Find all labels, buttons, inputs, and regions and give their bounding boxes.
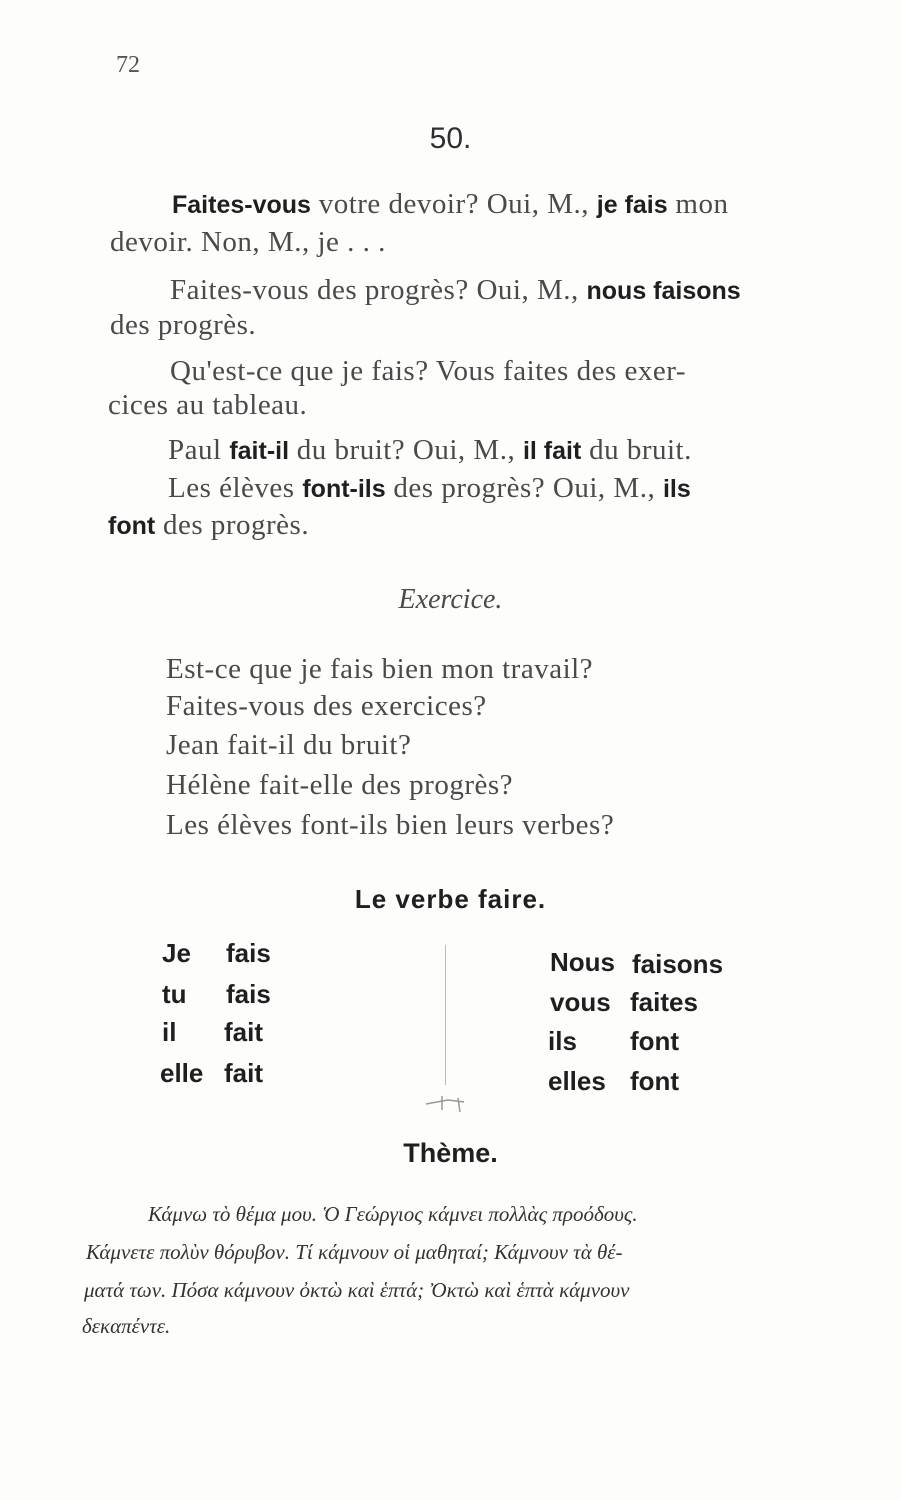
paragraph-1-line-1 xyxy=(172,187,728,222)
text-fragment: des progrès? Oui, M., xyxy=(385,472,663,504)
bold-phrase: je fais xyxy=(596,191,668,219)
plural-pronoun: vous xyxy=(550,987,611,1017)
singular-pronoun: tu xyxy=(162,979,187,1009)
text-fragment: du bruit. xyxy=(581,434,692,466)
plural-form: faisons xyxy=(632,949,724,979)
singular-form: fais xyxy=(226,979,271,1009)
plural-pronoun: elles xyxy=(548,1066,606,1096)
greek-line: δεκαπέντε. xyxy=(82,1314,171,1338)
paragraph-3-line-2: cices au tableau. xyxy=(108,389,308,421)
plural-form: font xyxy=(630,1026,680,1056)
text-fragment: votre devoir? Oui, M., xyxy=(310,188,597,220)
bold-phrase: ils xyxy=(662,475,691,503)
paragraph-3-line-1: Qu'est-ce que je fais? Vous faites des exer- xyxy=(170,355,686,387)
greek-line: Κάμνω τὸ θέμα μου. Ὁ Γεώργιος κάμνει πολλὰς προόδους. xyxy=(148,1202,638,1226)
singular-form: fais xyxy=(226,938,271,968)
plural-pronoun: Nous xyxy=(550,947,615,977)
singular-pronoun: il xyxy=(162,1017,177,1047)
paragraph-2-line-2: des progrès. xyxy=(110,309,257,341)
singular-form: fait xyxy=(224,1058,263,1088)
exercise-line: Est-ce que je fais bien mon travail? xyxy=(166,653,594,685)
bold-phrase: Faites-vous xyxy=(172,191,311,219)
column-divider xyxy=(445,945,446,1085)
text-fragment: mon xyxy=(667,188,729,220)
text-fragment: Faites-vous des progrès? Oui, M., xyxy=(170,274,587,306)
paragraph-5-line-2 xyxy=(108,508,309,543)
bold-phrase: font-ils xyxy=(302,475,386,503)
bold-phrase: nous faisons xyxy=(586,277,741,305)
verb-table-title: Le verbe faire. xyxy=(354,884,547,914)
text-fragment: Les élèves xyxy=(168,472,303,504)
singular-form: fait xyxy=(224,1017,263,1047)
bold-phrase: font xyxy=(108,512,156,540)
plural-form: font xyxy=(630,1066,680,1096)
paragraph-5-line-1 xyxy=(168,471,691,506)
text-fragment: du bruit? Oui, M., xyxy=(289,434,523,466)
exercise-line: Les élèves font-ils bien leurs verbes? xyxy=(166,809,615,841)
exercise-line: Hélène fait-elle des progrès? xyxy=(166,769,514,801)
exercise-line: Jean fait-il du bruit? xyxy=(166,729,412,761)
text-fragment: des progrès. xyxy=(155,509,310,541)
greek-line: ματά των. Πόσα κάμνουν ὀκτὼ καὶ ἑπτά; Ὀκτὼ καὶ ἑπτὰ κάμνουν xyxy=(84,1278,630,1302)
greek-line: Κάμνετε πολὺν θόρυβον. Τί κάμνουν οἱ μαθηταί; Κάμνουν τὰ θέ- xyxy=(86,1240,623,1264)
handwritten-mark-icon xyxy=(420,1090,480,1120)
theme-title: Thème. xyxy=(403,1138,498,1168)
exercise-line: Faites-vous des exercices? xyxy=(166,690,487,722)
paragraph-2-line-1 xyxy=(170,273,741,308)
page-number: 72 xyxy=(116,52,140,78)
singular-pronoun: Je xyxy=(162,938,191,968)
text-fragment: Paul xyxy=(168,434,230,466)
plural-form: faites xyxy=(630,987,698,1017)
lesson-number: 50. xyxy=(429,122,472,155)
singular-pronoun: elle xyxy=(160,1058,204,1088)
bold-phrase: fait-il xyxy=(229,437,290,465)
paragraph-1-line-2: devoir. Non, M., je . . . xyxy=(110,226,386,258)
plural-pronoun: ils xyxy=(548,1026,577,1056)
paragraph-4-line-1 xyxy=(168,433,692,468)
exercise-title: Exercice. xyxy=(398,584,503,615)
bold-phrase: il fait xyxy=(522,437,582,465)
